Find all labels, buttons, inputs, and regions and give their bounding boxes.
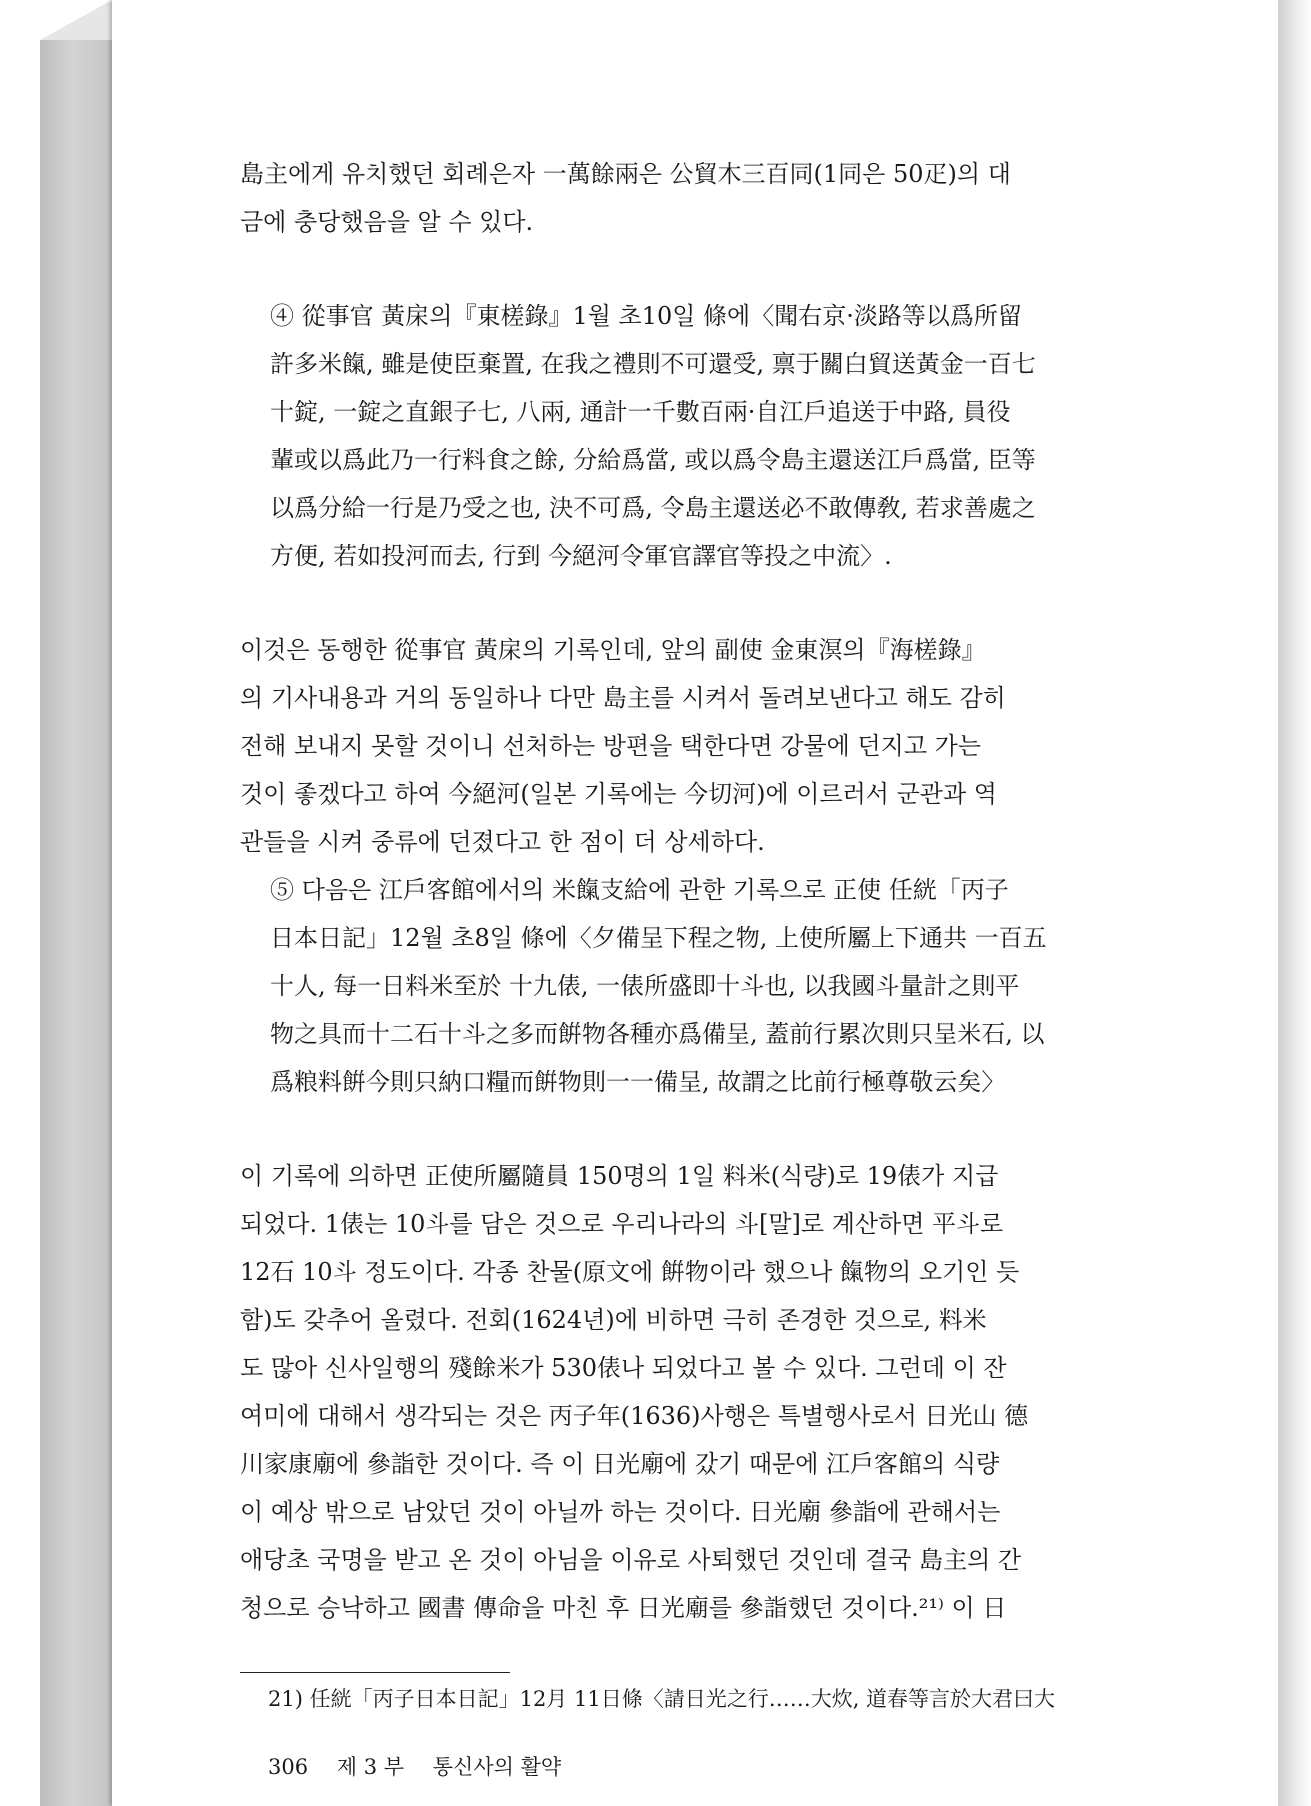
- section-title: 통신사의 활약: [432, 1755, 562, 1779]
- quote-5: [240, 866, 1186, 1106]
- paragraph-p1: [240, 150, 1186, 246]
- text-line: 전해 보내지 못할 것이니 선처하는 방편을 택한다면 강물에 던지고 가는: [240, 732, 981, 760]
- paragraph-p3: [240, 1152, 1186, 1632]
- text-line: 12石 10斗 정도이다. 각종 찬물(原文에 餠物이라 했으나 餼物의 오기인 듯: [240, 1258, 1020, 1286]
- text-line: 이 기록에 의하면 正使所屬隨員 150명의 1일 料米(식량)로 19俵가 지급: [240, 1162, 999, 1190]
- text-line: 이것은 동행한 從事官 黃㦿의 기록인데, 앞의 副使 金東溟의『海槎錄』: [240, 636, 986, 664]
- text-line: 物之具而十二石十斗之多而餠物各種亦爲備呈, 蓋前行累次則只呈米石, 以: [270, 1020, 1045, 1048]
- footnote-rule: [240, 1672, 510, 1673]
- text-line: 관들을 시켜 중류에 던졌다고 한 점이 더 상세하다.: [240, 828, 765, 856]
- text-line: 以爲分給一行是乃受之也, 決不可爲, 令島主還送必不敢傳敎, 若求善處之: [270, 494, 1036, 522]
- page-edge-shadow: [1278, 0, 1311, 1806]
- text-line: 許多米餼, 雖是使臣棄置, 在我之禮則不可還受, 禀于關白貿送黃金一百七: [270, 350, 1036, 378]
- text-line: 十錠, 一錠之直銀子七, 八兩, 通計一千數百兩·自江戶追送于中路, 員役: [270, 398, 1011, 426]
- text-line: 것이 좋겠다고 하여 今絕河(일본 기록에는 今切河)에 이르러서 군관과 역: [240, 780, 997, 808]
- part-label: 제 3 부: [336, 1755, 405, 1779]
- text-line: 되었다. 1俵는 10斗를 담은 것으로 우리나라의 斗[말]로 계산하면 平斗로: [240, 1210, 1004, 1238]
- text-line: 함)도 갖추어 올렸다. 전회(1624년)에 비하면 극히 존경한 것으로, 料米: [240, 1306, 987, 1334]
- footnote-21: 21) 任絖「丙子日本日記」12月 11日條〈請日光之行……大炊, 道春等言於大君曰大: [268, 1687, 1056, 1711]
- page-number: 306: [268, 1755, 309, 1779]
- text-line: 十人, 每一日料米至於 十九俵, 一俵所盛即十斗也, 以我國斗量計之則平: [270, 972, 1020, 1000]
- text-line: 輩或以爲此乃一行料食之餘, 分給爲當, 或以爲令島主還送江戶爲當, 臣等: [270, 446, 1036, 474]
- text-line: 애당초 국명을 받고 온 것이 아님을 이유로 사퇴했던 것인데 결국 島主의 간: [240, 1546, 1022, 1574]
- text-line: ④ 從事官 黃㦿의『東槎錄』1월 초10일 條에〈聞右京·淡路等以爲所留: [270, 302, 1022, 330]
- text-line: 이 예상 밖으로 남았던 것이 아닐까 하는 것이다. 日光廟 參詣에 관해서는: [240, 1498, 1001, 1526]
- text-line: 청으로 승낙하고 國書 傳命을 마친 후 日光廟를 參詣했던 것이다.²¹⁾ 이 日: [240, 1594, 1007, 1622]
- text-line: 日本日記」12월 초8일 條에〈夕備呈下程之物, 上使所屬上下通共 一百五: [270, 924, 1047, 952]
- text-line: 도 많아 신사일행의 殘餘米가 530俵나 되었다고 볼 수 있다. 그런데 이 잔: [240, 1354, 1007, 1382]
- text-line: 여미에 대해서 생각되는 것은 丙子年(1636)사행은 특별행사로서 日光山 德: [240, 1402, 1029, 1430]
- text-line: 島主에게 유치했던 회례은자 一萬餘兩은 公貿木三百同(1同은 50疋)의 대: [240, 160, 1011, 188]
- page-content: [240, 150, 1186, 1785]
- text-line: 금에 충당했음을 알 수 있다.: [240, 208, 534, 236]
- text-line: 方便, 若如投河而去, 行到 今絕河令軍官譯官等投之中流〉.: [270, 542, 892, 570]
- page-footer: [240, 1749, 1186, 1785]
- quote-4: [240, 292, 1186, 580]
- text-line: 爲粮料餠今則只納口糧而餠物則一一備呈, 故謂之比前行極尊敬云矣〉: [270, 1068, 1006, 1096]
- paragraph-p2: [240, 626, 1186, 866]
- text-line: 의 기사내용과 거의 동일하나 다만 島主를 시켜서 돌려보낸다고 해도 감히: [240, 684, 1006, 712]
- text-line: 川家康廟에 參詣한 것이다. 즉 이 日光廟에 갔기 때문에 江戶客館의 식량: [240, 1450, 1000, 1478]
- book-spine: [40, 40, 112, 1806]
- text-line: ⑤ 다음은 江戶客館에서의 米餼支給에 관한 기록으로 正使 任絖「丙子: [270, 876, 1009, 904]
